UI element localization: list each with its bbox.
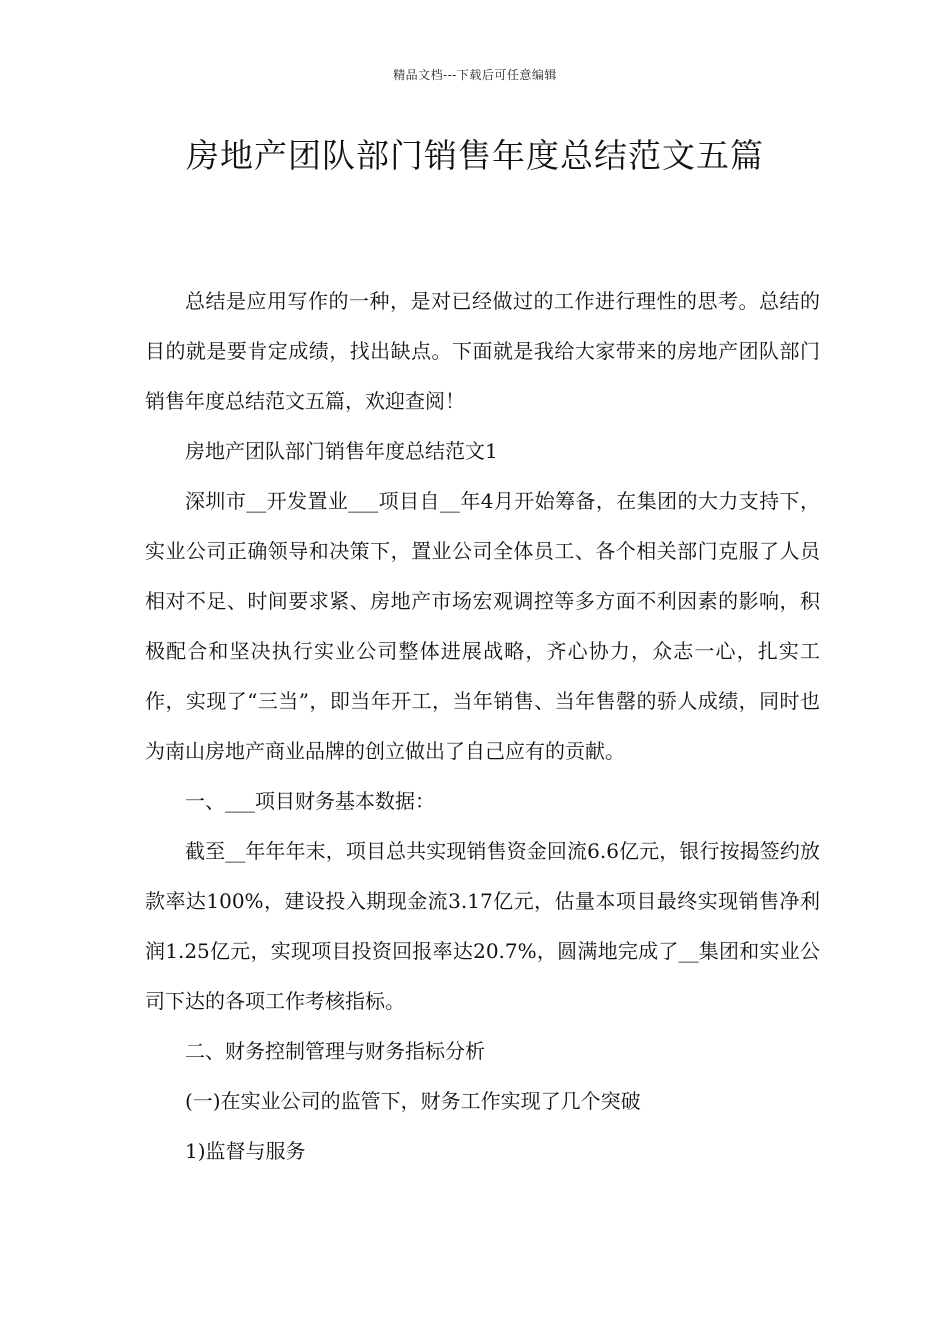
heading-financial-control: 二、财务控制管理与财务指标分析 (185, 1039, 485, 1063)
paragraph-project-overview: 深圳市__开发置业___项目自__年4月开始筹备，在集团的大力支持下，实业公司正确领导和决策下，置业公司全体员工、各个相关部门克服了人员相对不足、时间要求紧、房地产市场宏观调控等多方面不利因素的影响，积极配合和坚决执行实业公司整体进展战略，齐心协力，众志一心，扎实工作，实现了“三当”，即当年开工，当年销售、当年售罄的骄人成绩，同时也为南山房地产商业品牌的创立做出了自己应有的贡献。 (145, 489, 820, 763)
intro-paragraph: 总结是应用写作的一种，是对已经做过的工作进行理性的思考。总结的目的就是要肯定成绩，找出缺点。下面就是我给大家带来的房地产团队部门销售年度总结范文五篇，欢迎查阅！ (145, 289, 820, 413)
section-heading-1: 房地产团队部门销售年度总结范文1 (185, 439, 498, 463)
heading-financial-data: 一、___项目财务基本数据： (185, 789, 435, 813)
header-note: 精品文档---下载后可任意编辑 (393, 68, 557, 82)
paragraph-financial-data: 截至__年年年末，项目总共实现销售资金回流6.6亿元，银行按揭签约放款率达100%，建设投入期现金流3.17亿元，估量本项目最终实现销售净利润1.25亿元，实现项目投资回报率达20.7%，圆满地完成了__集团和实业公司下达的各项工作考核指标。 (145, 839, 820, 1013)
document-title: 房地产团队部门销售年度总结范文五篇 (186, 136, 764, 175)
subheading-breakthroughs: (一)在实业公司的监管下，财务工作实现了几个突破 (185, 1089, 641, 1113)
subheading-supervision-service: 1)监督与服务 (185, 1139, 306, 1163)
document-body (145, 276, 820, 1176)
